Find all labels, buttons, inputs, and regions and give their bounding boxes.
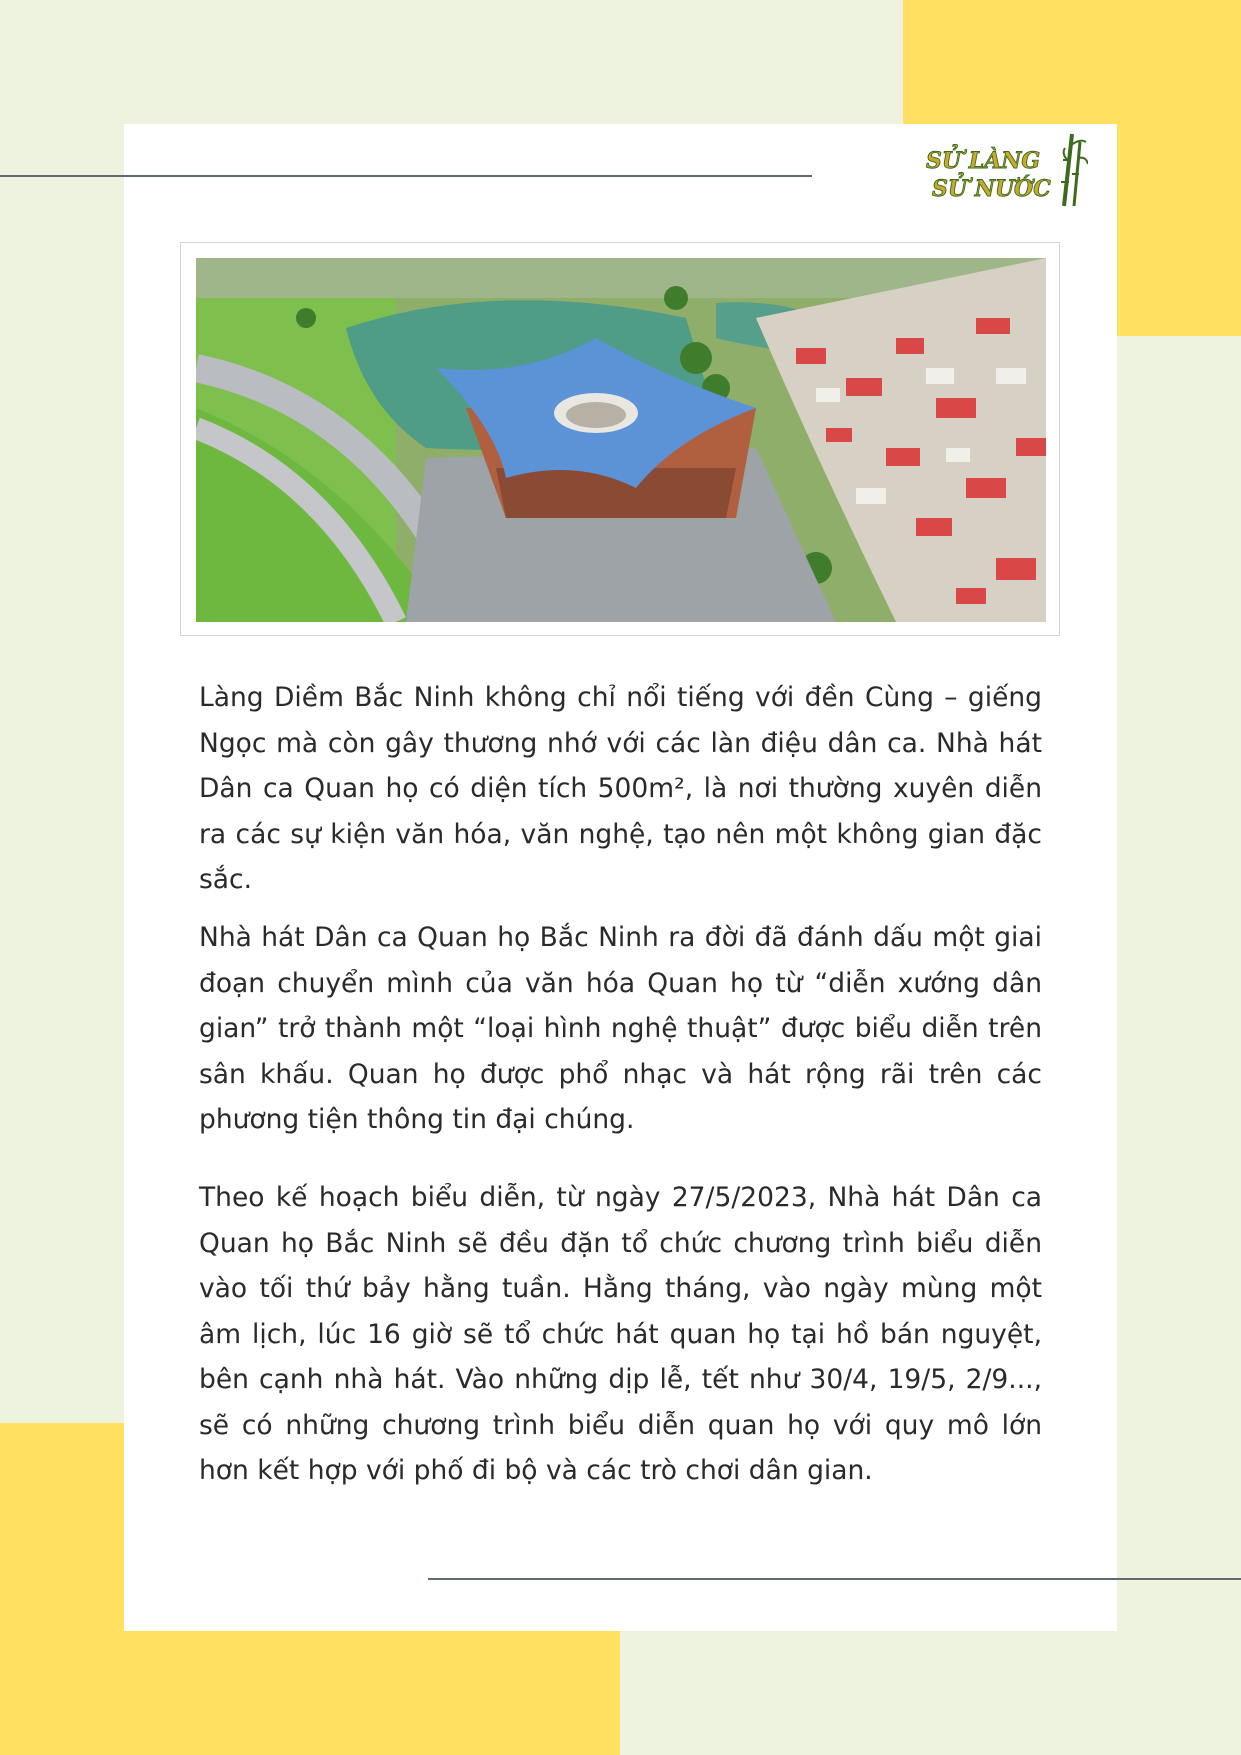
photo-frame [180, 242, 1060, 636]
bamboo-icon [1061, 134, 1088, 206]
su-lang-su-nuoc-logo [922, 132, 1088, 208]
paragraph-1: Làng Diềm Bắc Ninh không chỉ nổi tiếng với đền Cùng – giếng Ngọc mà còn gây thương nhớ với các làn điệu dân ca. Nhà hát Dân ca Quan họ có diện tích 500m², là nơi thường xuyên diễn ra các sự kiện văn hóa, văn nghệ, tạo nên một không gian đặc sắc. [199, 682, 1042, 895]
bottom-rule-line [428, 1578, 1241, 1580]
top-rule-line [0, 175, 812, 177]
logo-line-1: SỬ LÀNG [926, 148, 1041, 174]
paragraph-3: Theo kế hoạch biểu diễn, từ ngày 27/5/2023, Nhà hát Dân ca Quan họ Bắc Ninh sẽ đều đặn tổ chức chương trình biểu diễn vào tối thứ bảy hằng tuần. Hằng tháng, vào ngày mùng một âm lịch, lúc 16 giờ sẽ tổ chức hát quan họ tại hồ bán nguyệt, bên cạnh nhà hát. Vào những dịp lễ, tết như 30/4, 19/5, 2/9..., sẽ có những chương trình biểu diễn quan họ với quy mô lớn hơn kết hợp với phố đi bộ và các trò chơi dân gian. [199, 1182, 1042, 1486]
aerial-theatre-photo [196, 258, 1046, 622]
paragraph-2: Nhà hát Dân ca Quan họ Bắc Ninh ra đời đã đánh dấu một giai đoạn chuyển mình của văn hóa Quan họ từ “diễn xướng dân gian” trở thành một “loại hình nghệ thuật” được biểu diễn trên sân khấu. Quan họ được phổ nhạc và hát rộng rãi trên các phương tiện thông tin đại chúng. [199, 922, 1042, 1135]
logo-line-2: SỬ NƯỚC [932, 176, 1051, 202]
